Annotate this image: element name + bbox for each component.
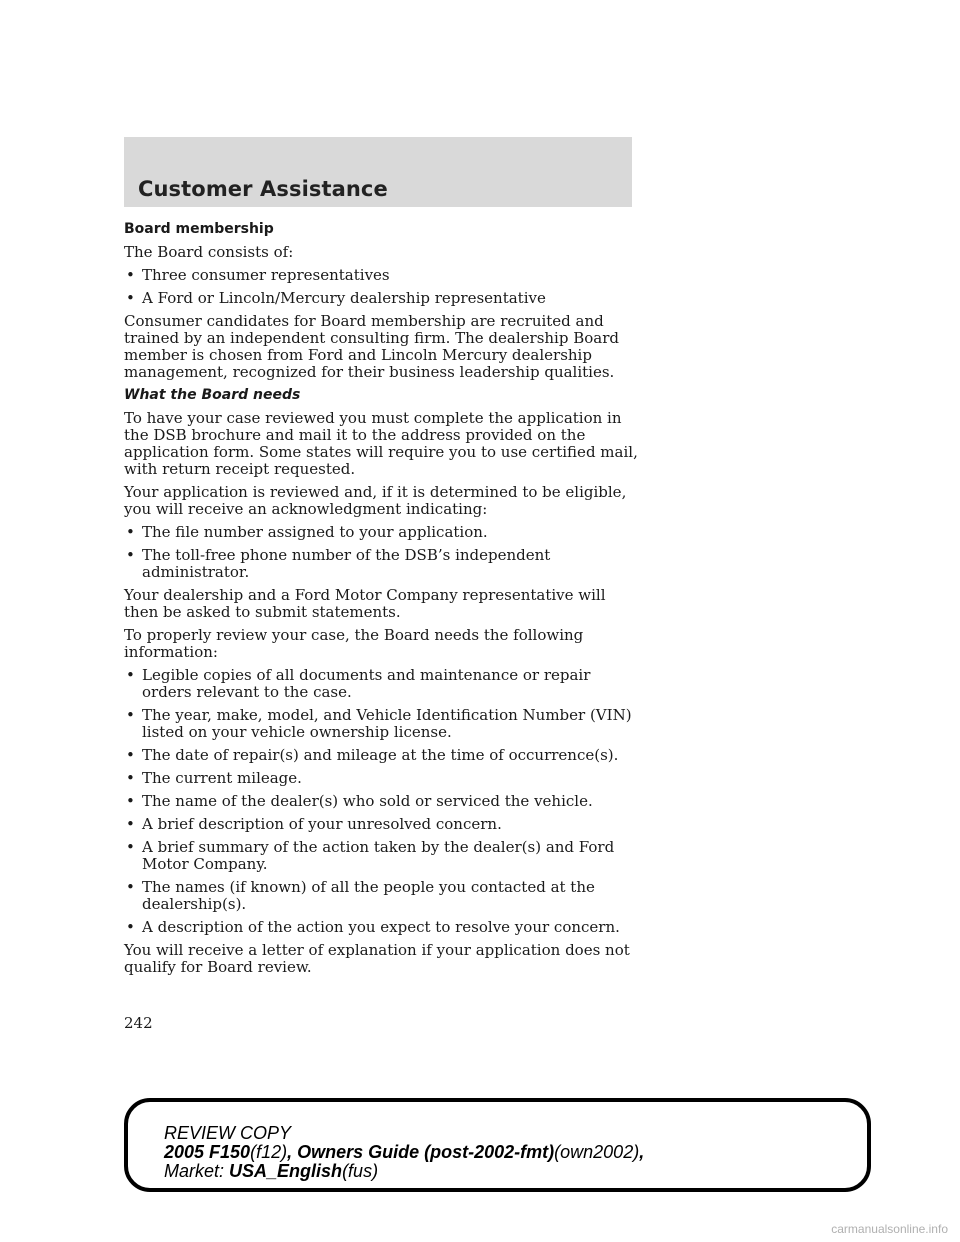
list-item: • The date of repair(s) and mileage at the time of occurrence(s). — [124, 747, 644, 764]
section-title: Customer Assistance — [138, 177, 388, 201]
list-item: • The current mileage. — [124, 770, 644, 787]
paragraph: You will receive a letter of explanation if your application does not qualify for Board review. — [124, 941, 630, 976]
list-item: • A brief description of your unresolved concern. — [124, 816, 644, 833]
review-copy-text — [164, 1124, 644, 1181]
bullet-list-information — [124, 667, 644, 936]
review-comma: , — [639, 1142, 645, 1162]
list-item: • The names (if known) of all the people you contacted at the dealership(s). — [124, 879, 644, 913]
list-item: • A brief summary of the action taken by the dealer(s) and Ford Motor Company. — [124, 839, 644, 873]
bullet-list-board — [124, 267, 644, 307]
list-item: • Three consumer representatives — [124, 267, 644, 284]
review-guide: , Owners Guide (post-2002-fmt) — [287, 1142, 555, 1162]
bullet-list-acknowledgment — [124, 524, 644, 581]
list-item: • The toll-free phone number of the DSB’s independent administrator. — [124, 547, 644, 581]
list-item: • Legible copies of all documents and maintenance or repair orders relevant to the case. — [124, 667, 644, 701]
review-guide-code: (own2002) — [554, 1142, 640, 1162]
watermark: carmanualsonline.info — [831, 1222, 948, 1236]
list-item: • The name of the dealer(s) who sold or serviced the vehicle. — [124, 793, 644, 810]
list-item: • A description of the action you expect to resolve your concern. — [124, 919, 644, 936]
review-market: USA_English — [229, 1161, 343, 1181]
paragraph: Your application is reviewed and, if it is determined to be eligible, you will receive an acknowledgment indicating: — [124, 483, 627, 518]
paragraph: Consumer candidates for Board membership are recruited and trained by an independent consulting firm. The dealership Board member is chosen from Ford and Lincoln Mercury dealership management, recognized for their business leadership qualities. — [124, 312, 619, 381]
heading-what-board-needs: What the Board needs — [124, 387, 301, 403]
paragraph: The Board consists of: — [124, 243, 294, 261]
list-item: • The file number assigned to your application. — [124, 524, 644, 541]
review-model-code: (f12) — [250, 1142, 288, 1162]
list-item: • The year, make, model, and Vehicle Identification Number (VIN) listed on your vehicle ownership license. — [124, 707, 644, 741]
review-model: 2005 F150 — [164, 1142, 251, 1162]
review-copy-label: REVIEW COPY — [164, 1123, 292, 1143]
review-market-line — [164, 1162, 644, 1181]
page-content — [124, 221, 644, 982]
review-market-code: (fus) — [342, 1161, 379, 1181]
paragraph: Your dealership and a Ford Motor Company representative will then be asked to submit statements. — [124, 586, 606, 621]
paragraph: To properly review your case, the Board needs the following information: — [124, 626, 584, 661]
review-guide-line — [164, 1143, 644, 1162]
page-number: 242 — [124, 1014, 153, 1032]
heading-board-membership: Board membership — [124, 221, 274, 237]
review-market-label: Market: — [164, 1161, 225, 1181]
paragraph: To have your case reviewed you must complete the application in the DSB brochure and mail it to the address provided on the application form. Some states will require you to use certified mail, with return receipt requested. — [124, 409, 638, 478]
list-item: • A Ford or Lincoln/Mercury dealership representative — [124, 290, 644, 307]
